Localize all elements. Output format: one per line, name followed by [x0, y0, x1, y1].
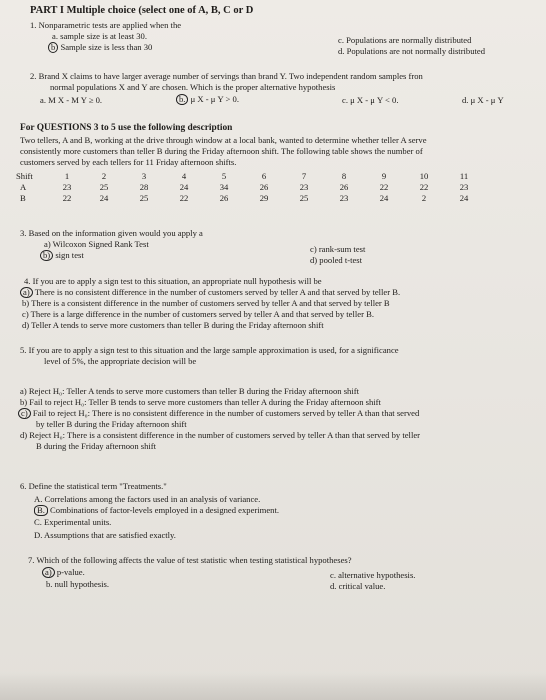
q2-option-c: c. μ X - μ Y < 0.: [342, 95, 399, 105]
table-cell: 26: [259, 182, 269, 193]
table-cell: 25: [139, 193, 149, 204]
table-header-cell: 8: [341, 171, 347, 182]
q5-stem-line1: 5. If you are to apply a sign test to this situation and the large sample approximation is used, for a significance: [20, 345, 399, 355]
description-heading: For QUESTIONS 3 to 5 use the following description: [20, 123, 233, 133]
description-line-2: consistently more customers than teller B during the Friday afternoon shift. The following table shows the number of: [20, 146, 423, 156]
table-cell: 25: [99, 182, 109, 193]
answer-circle: a): [20, 287, 33, 298]
table-cell: 24: [99, 193, 109, 204]
table-cell: 22: [379, 182, 389, 193]
q5-option-d: d) Reject H₀: There is a consistent difference in the number of customers served by teller A than that served by teller: [20, 430, 421, 440]
table-header-cell: 5: [221, 171, 227, 182]
q3-option-d: d) pooled t-test: [310, 255, 363, 265]
table-cell: 24: [379, 193, 389, 204]
q1-option-d: d. Populations are not normally distributed: [338, 46, 486, 56]
q6-option-a: A. Correlations among the factors used in an analysis of variance.: [34, 494, 261, 504]
row-label: A: [20, 182, 27, 193]
q2-option-d: d. μ X - μ Y: [462, 95, 504, 105]
table-header-cell: 4: [181, 171, 187, 182]
q1-stem: 1. Nonparametric tests are applied when the: [30, 20, 182, 30]
q1-option-b: b Sample size is less than 30: [48, 42, 152, 53]
answer-circle: c): [18, 408, 31, 419]
table-cell: 23: [459, 182, 469, 193]
table-header-cell: 9: [381, 171, 387, 182]
table-header-cell: 1: [64, 171, 70, 182]
q7-option-c: c. alternative hypothesis.: [330, 570, 416, 580]
table-header-cell: 10: [419, 171, 429, 182]
answer-circle: b): [40, 250, 53, 261]
table-header-cell: 11: [459, 171, 469, 182]
table-cell: 24: [459, 193, 469, 204]
q2-option-b: b. μ X - μ Y > 0.: [176, 94, 239, 105]
part-title: PART I Multiple choice (select one of A, B, C or D: [30, 5, 254, 16]
q2-stem-line2: normal populations X and Y are chosen. Which is the proper alternative hypothesis: [50, 82, 336, 92]
table-cell: 28: [139, 182, 149, 193]
table-cell: 26: [339, 182, 349, 193]
answer-circle: b: [48, 42, 58, 53]
table-header-cell: 6: [261, 171, 267, 182]
q7-option-d: d. critical value.: [330, 581, 386, 591]
q4-option-d: d) Teller A tends to serve more customers than teller B during the Friday afternoon shift: [22, 320, 324, 330]
q5-option-a: a) Reject H₀: Teller A tends to serve more customers than teller B during the Friday afternoon shift: [20, 386, 359, 396]
table-header-label: Shift: [16, 171, 33, 182]
table-header-cell: 2: [101, 171, 107, 182]
q3-option-b: b) sign test: [40, 250, 84, 261]
q7-option-b: b. null hypothesis.: [46, 579, 110, 589]
table-cell: 23: [339, 193, 349, 204]
q4-option-b: b) There is a consistent difference in the number of customers served by teller A and that served by teller B: [22, 298, 390, 308]
q4-stem: 4. If you are to apply a sign test to this situation, an appropriate null hypothesis will be: [24, 276, 322, 286]
q1-option-c: c. Populations are normally distributed: [338, 35, 472, 45]
table-row: [6, 193, 484, 204]
table-row: [6, 182, 484, 193]
q3-stem: 3. Based on the information given would you apply a: [20, 228, 203, 238]
table-cell: 25: [299, 193, 309, 204]
q5-option-c-cont: by teller B during the Friday afternoon shift: [36, 419, 187, 429]
table-cell: 23: [299, 182, 309, 193]
description-line-3: customers served by each tellers for 11 Friday afternoon shifts.: [20, 157, 237, 167]
q6-option-d: D. Assumptions that are satisfied exactly.: [34, 530, 176, 540]
table-header-cell: 7: [301, 171, 307, 182]
q5-option-b: b) Fail to reject H₀: Teller B tends to serve more customers than teller A during the Friday afternoon shift: [20, 397, 381, 407]
answer-circle: a): [42, 567, 55, 578]
q6-option-c: C. Experimental units.: [34, 517, 112, 527]
table-cell: 29: [259, 193, 269, 204]
q7-stem: 7. Which of the following affects the value of test statistic when testing statistical hypotheses?: [28, 555, 352, 565]
table-cell: 34: [219, 182, 229, 193]
q1-option-a: a. sample size is at least 30.: [52, 31, 147, 41]
shifts-table: [6, 171, 484, 204]
table-cell: 2: [421, 193, 427, 204]
table-header-cell: 3: [141, 171, 147, 182]
q5-option-c: c) Fail to reject H₀: There is no consistent difference in the number of customers served by teller A than that served: [18, 408, 419, 419]
answer-circle: B.: [34, 505, 48, 516]
q7-option-a: a) p-value.: [42, 567, 85, 578]
table-cell: 24: [179, 182, 189, 193]
table-header-row: [6, 171, 484, 182]
q6-option-b: B. Combinations of factor-levels employed in a designed experiment.: [34, 505, 279, 516]
answer-circle: b.: [176, 94, 188, 105]
table-cell: 22: [419, 182, 429, 193]
q3-option-c: c) rank-sum test: [310, 244, 366, 254]
row-label: B: [20, 193, 26, 204]
description-line-1: Two tellers, A and B, working at the drive through window at a local bank, wanted to determine whether teller A serve: [20, 135, 427, 145]
q2-stem-line1: 2. Brand X claims to have larger average number of servings than brand Y. Two independent random samples fron: [30, 71, 423, 81]
q4-option-c: c) There is a large difference in the number of customers served by teller A and that served by teller B.: [22, 309, 374, 319]
table-cell: 22: [179, 193, 189, 204]
q3-option-a: a) Wilcoxon Signed Rank Test: [44, 239, 149, 249]
q4-option-a: a) There is no consistent difference in the number of customers served by teller A and that served by teller B.: [20, 287, 400, 298]
table-cell: 22: [62, 193, 72, 204]
q5-stem-line2: level of 5%, the appropriate decision will be: [44, 356, 197, 366]
q2-option-a: a. M X - M Y ≥ 0.: [40, 95, 103, 105]
table-cell: 23: [62, 182, 72, 193]
q5-option-d-cont: B during the Friday afternoon shift: [36, 441, 157, 451]
table-cell: 26: [219, 193, 229, 204]
q6-stem: 6. Define the statistical term "Treatments.": [20, 481, 167, 491]
